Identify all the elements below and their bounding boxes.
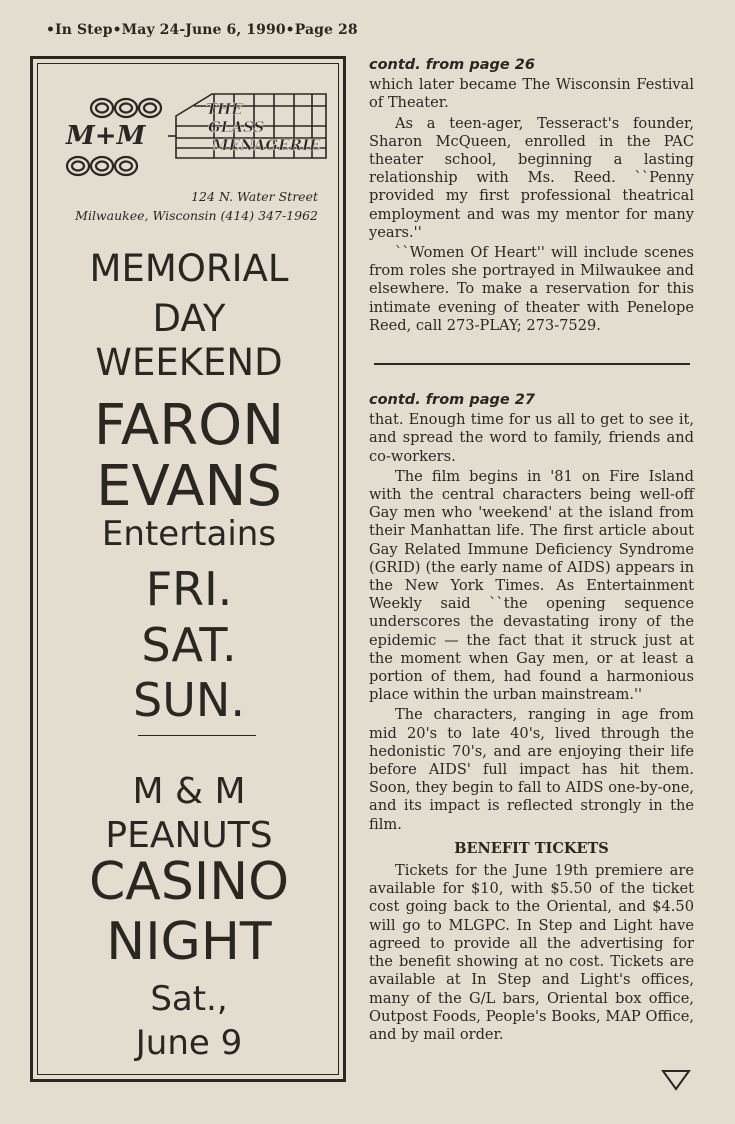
ad-event-date-2: June 9 — [135, 1023, 243, 1063]
ad-performer-1: FARON — [93, 393, 285, 458]
paragraph: As a teen-ager, Tesseract's founder, Sharon McQueen, enrolled in the PAC theater school, beginning a lasting relationship with Ms. Reed. ``Penny provided my first professional theatrical employment and was my mentor for many years.'' — [369, 114, 694, 241]
ad-performer-sub: Entertains — [101, 514, 277, 554]
ad-headline-1: MEMORIAL — [89, 247, 289, 290]
end-triangle-icon — [660, 1068, 692, 1092]
ad-headline-3: WEEKEND — [95, 341, 283, 384]
continued-label: contd. from page 27 — [369, 392, 535, 408]
advertisement — [30, 56, 346, 1082]
ad-event-4: NIGHT — [106, 912, 272, 972]
logo-mark: M+M — [66, 121, 146, 151]
paragraph: Tickets for the June 19th premiere are available for $10, with $5.50 of the ticket cost going back to the Oriental, and $4.50 will go to MLGPC. In Step and Light have agreed to provide all the advertising for the benefit showing at no cost. Tickets are available at In Step and Light's offices, many of the G/L bars, Oriental box office, Outpost Foods, People's Books, MAP Office, and by mail order. — [369, 862, 694, 1043]
logo-word-3: MENAGERIE — [212, 136, 321, 154]
ad-address-city: Milwaukee, Wisconsin (414) 347-1962 — [75, 208, 318, 223]
ad-event-2: PEANUTS — [105, 815, 273, 856]
ad-divider — [138, 735, 256, 736]
ad-day-sat: SAT. — [141, 618, 237, 672]
subheading: BENEFIT TICKETS — [454, 839, 609, 857]
ad-event-date-1: Sat., — [150, 979, 228, 1019]
column-divider — [374, 363, 690, 365]
paragraph: which later became The Wisconsin Festival of Theater. — [369, 76, 694, 112]
logo-word-1: THE — [206, 100, 243, 118]
continued-label: contd. from page 26 — [369, 57, 535, 73]
paragraph: The characters, ranging in age from mid 20's to late 40's, lived through the hedonistic 70's, and are enjoying their life before AIDS' full impact has hit them. Soon, they begin to fall to AIDS one-by-one, and its impact is reflected strongly in the film. — [369, 706, 694, 833]
ad-event-3: CASINO — [88, 852, 290, 912]
ad-event-1: M & M — [132, 771, 246, 812]
ad-inner-border — [37, 63, 339, 1075]
paragraph: that. Enough time for us all to get to see it, and spread the word to family, friends and co-workers. — [369, 411, 694, 465]
article-continued-26 — [369, 56, 694, 335]
ad-performer-2: EVANS — [96, 454, 282, 519]
ad-day-sun: SUN. — [133, 673, 245, 727]
ad-day-fri: FRI. — [145, 562, 233, 616]
paragraph: ``Women Of Heart'' will include scenes from roles she portrayed in Milwaukee and elsewhere. To make a reservation for this intimate evening of theater with Penelope Reed, call 273-PLAY; 273-7529. — [369, 244, 694, 334]
ad-address-street: 124 N. Water Street — [191, 189, 318, 204]
article-continued-27 — [369, 391, 694, 1044]
logo-word-2: GLASS — [208, 118, 265, 136]
page-header: •In Step•May 24-June 6, 1990•Page 28 — [46, 22, 358, 38]
paragraph: The film begins in '81 on Fire Island with the central characters being well-off Gay men who 'weekend' at the island from their Manhattan life. The first article about Gay Related Immune Deficiency Syndrome (GRID) (the early name of AIDS) appears in the New York Times. As Entertainment Weekly said ``the opening sequence underscores the devastating irony of the epidemic — the fact that it struck just at the moment when Gay men, or at least a portion of them, had found a harmonious place within the urban mainstream.'' — [369, 467, 694, 704]
ad-headline-2: DAY — [152, 297, 226, 340]
glass-menagerie-logo — [64, 86, 334, 186]
